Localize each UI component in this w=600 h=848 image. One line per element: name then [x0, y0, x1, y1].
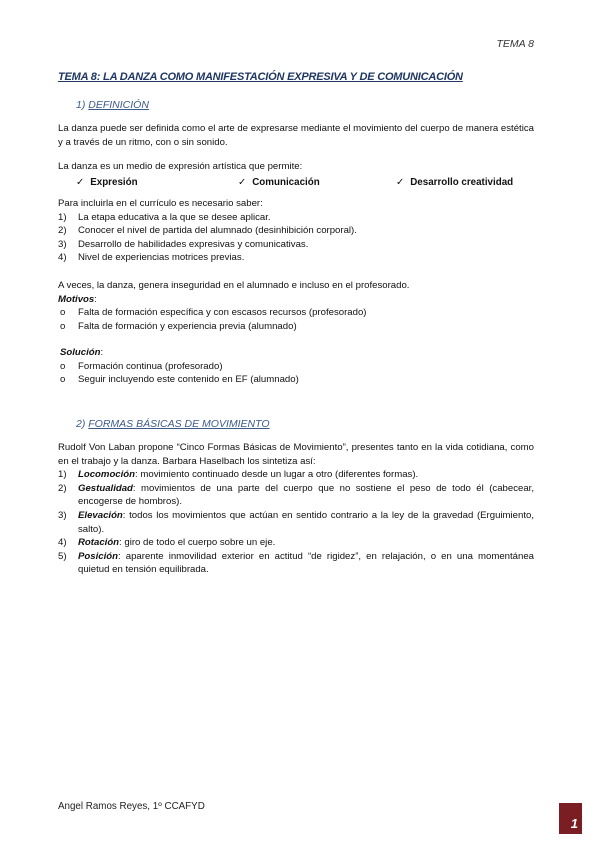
forms-list — [58, 468, 534, 577]
form-desc: : todos los movimientos que actúan en sentido contrario a la ley de la gravedad (Erguimiento, salto). — [78, 510, 534, 535]
insecurity-text: A veces, la danza, genera inseguridad en el alumnado e incluso en el profesorado. — [58, 280, 410, 291]
list-text: Desarrollo de habilidades expresivas y comunicativas. — [78, 238, 309, 250]
solucion-block — [58, 346, 534, 387]
check-item-label: Comunicación — [252, 177, 320, 188]
form-term: Posición — [78, 550, 118, 562]
list-item — [58, 468, 534, 482]
form-desc: : aparente inmovilidad exterior en actitud “de rigidez”, en relajación, o en una momentánea quietud en tensión equilibrada. — [78, 550, 534, 576]
list-item — [58, 251, 534, 265]
bullet-icon: o — [60, 374, 66, 386]
solucion-list — [58, 360, 534, 387]
section-2-heading — [76, 417, 270, 432]
solucion-heading: Solución: — [60, 347, 104, 358]
list-item — [58, 224, 534, 238]
section-1-heading — [76, 98, 149, 113]
list-number: 5) — [58, 550, 67, 562]
list-text: La etapa educativa a la que se desee aplicar. — [78, 211, 271, 223]
list-text: Formación continua (profesorado) — [78, 360, 223, 372]
check-item-label: Desarrollo creatividad — [410, 177, 514, 188]
checkmark-icon: ✓ — [238, 177, 247, 188]
form-term: Rotación — [78, 537, 120, 549]
section-2-label: FORMAS BÁSICAS DE MOVIMIENTO — [88, 418, 270, 430]
check-item-label: Expresión — [90, 177, 138, 188]
form-desc: : movimientos de una parte del cuerpo que no sostiene el peso de todo él (cabecear, encogerse de hombros). — [78, 482, 534, 508]
bullet-icon: o — [60, 360, 66, 372]
medium-intro-text: La danza es un medio de expresión artística que permite: — [58, 161, 303, 172]
forms-intro: Rudolf Von Laban propone “Cinco Formas Básicas de Movimiento”, presentes tanto en la vida cotidiana, como en el trabajo y la danza. Barbara Haselbach los sintetiza así: — [58, 442, 534, 467]
list-text: Conocer el nivel de partida del alumnado (desinhibición corporal). — [78, 225, 357, 237]
list-item — [58, 373, 534, 387]
footer-author: Angel Ramos Reyes, 1º CCAFYD — [58, 801, 205, 812]
motivos-block — [58, 279, 534, 333]
form-desc: : giro de todo el cuerpo sobre un eje. — [119, 537, 276, 549]
form-term: Locomoción — [78, 469, 136, 481]
list-number: 3) — [58, 510, 67, 522]
form-term: Gestualidad — [78, 482, 133, 494]
list-number: 2) — [58, 225, 67, 237]
curriculum-block — [58, 197, 534, 265]
bullet-icon: o — [60, 320, 66, 332]
list-item — [58, 306, 534, 320]
page-number: 1 — [570, 815, 578, 831]
list-item — [58, 482, 534, 509]
check-item — [238, 176, 320, 190]
header-tag: TEMA 8 — [496, 38, 534, 50]
section-1-number: 1) — [76, 99, 86, 111]
curriculum-intro: Para incluirla en el currículo es necesario saber: — [58, 198, 263, 209]
list-number: 4) — [58, 252, 67, 264]
forms-block — [58, 441, 534, 577]
medium-intro — [58, 160, 534, 174]
list-item — [58, 320, 534, 334]
section-2-number: 2) — [76, 418, 86, 430]
list-number: 2) — [58, 482, 67, 494]
checkmark-icon: ✓ — [76, 177, 85, 188]
list-number: 3) — [58, 238, 67, 250]
checkmark-icon: ✓ — [396, 177, 405, 188]
list-text: Nivel de experiencias motrices previas. — [78, 252, 245, 264]
list-item — [58, 509, 534, 536]
page-title: TEMA 8: LA DANZA COMO MANIFESTACIÓN EXPRESIVA Y DE COMUNICACIÓN — [58, 71, 463, 83]
motivos-heading: Motivos: — [58, 293, 97, 305]
list-text: Falta de formación específica y con escasos recursos (profesorado) — [78, 307, 367, 319]
form-term: Elevación — [78, 510, 123, 522]
form-desc: : movimiento continuado desde un lugar a otro (diferentes formas). — [135, 469, 419, 481]
list-text: Seguir incluyendo este contenido en EF (alumnado) — [78, 374, 299, 386]
motivos-label: Motivos — [58, 293, 95, 305]
list-item — [58, 360, 534, 374]
list-text: Falta de formación y experiencia previa (alumnado) — [78, 320, 297, 332]
bullet-icon: o — [60, 307, 66, 319]
check-item — [396, 176, 513, 190]
list-item — [58, 211, 534, 225]
list-item — [58, 536, 534, 550]
solucion-label: Solución — [60, 347, 101, 358]
list-number: 4) — [58, 537, 67, 549]
page-number-badge — [559, 803, 582, 834]
check-list — [58, 176, 534, 190]
definition-text: La danza puede ser definida como el arte de expresarse mediante el movimiento del cuerpo de manera estética y a través de un ritmo, con o sin sonido. — [58, 123, 534, 148]
motivos-list — [58, 306, 534, 333]
section-1-label: DEFINICIÓN — [88, 99, 149, 111]
definition-paragraph — [58, 122, 534, 149]
list-item — [58, 238, 534, 252]
list-number: 1) — [58, 469, 67, 481]
list-number: 1) — [58, 211, 67, 223]
list-item — [58, 550, 534, 577]
check-item — [76, 176, 138, 190]
curriculum-list — [58, 211, 534, 265]
